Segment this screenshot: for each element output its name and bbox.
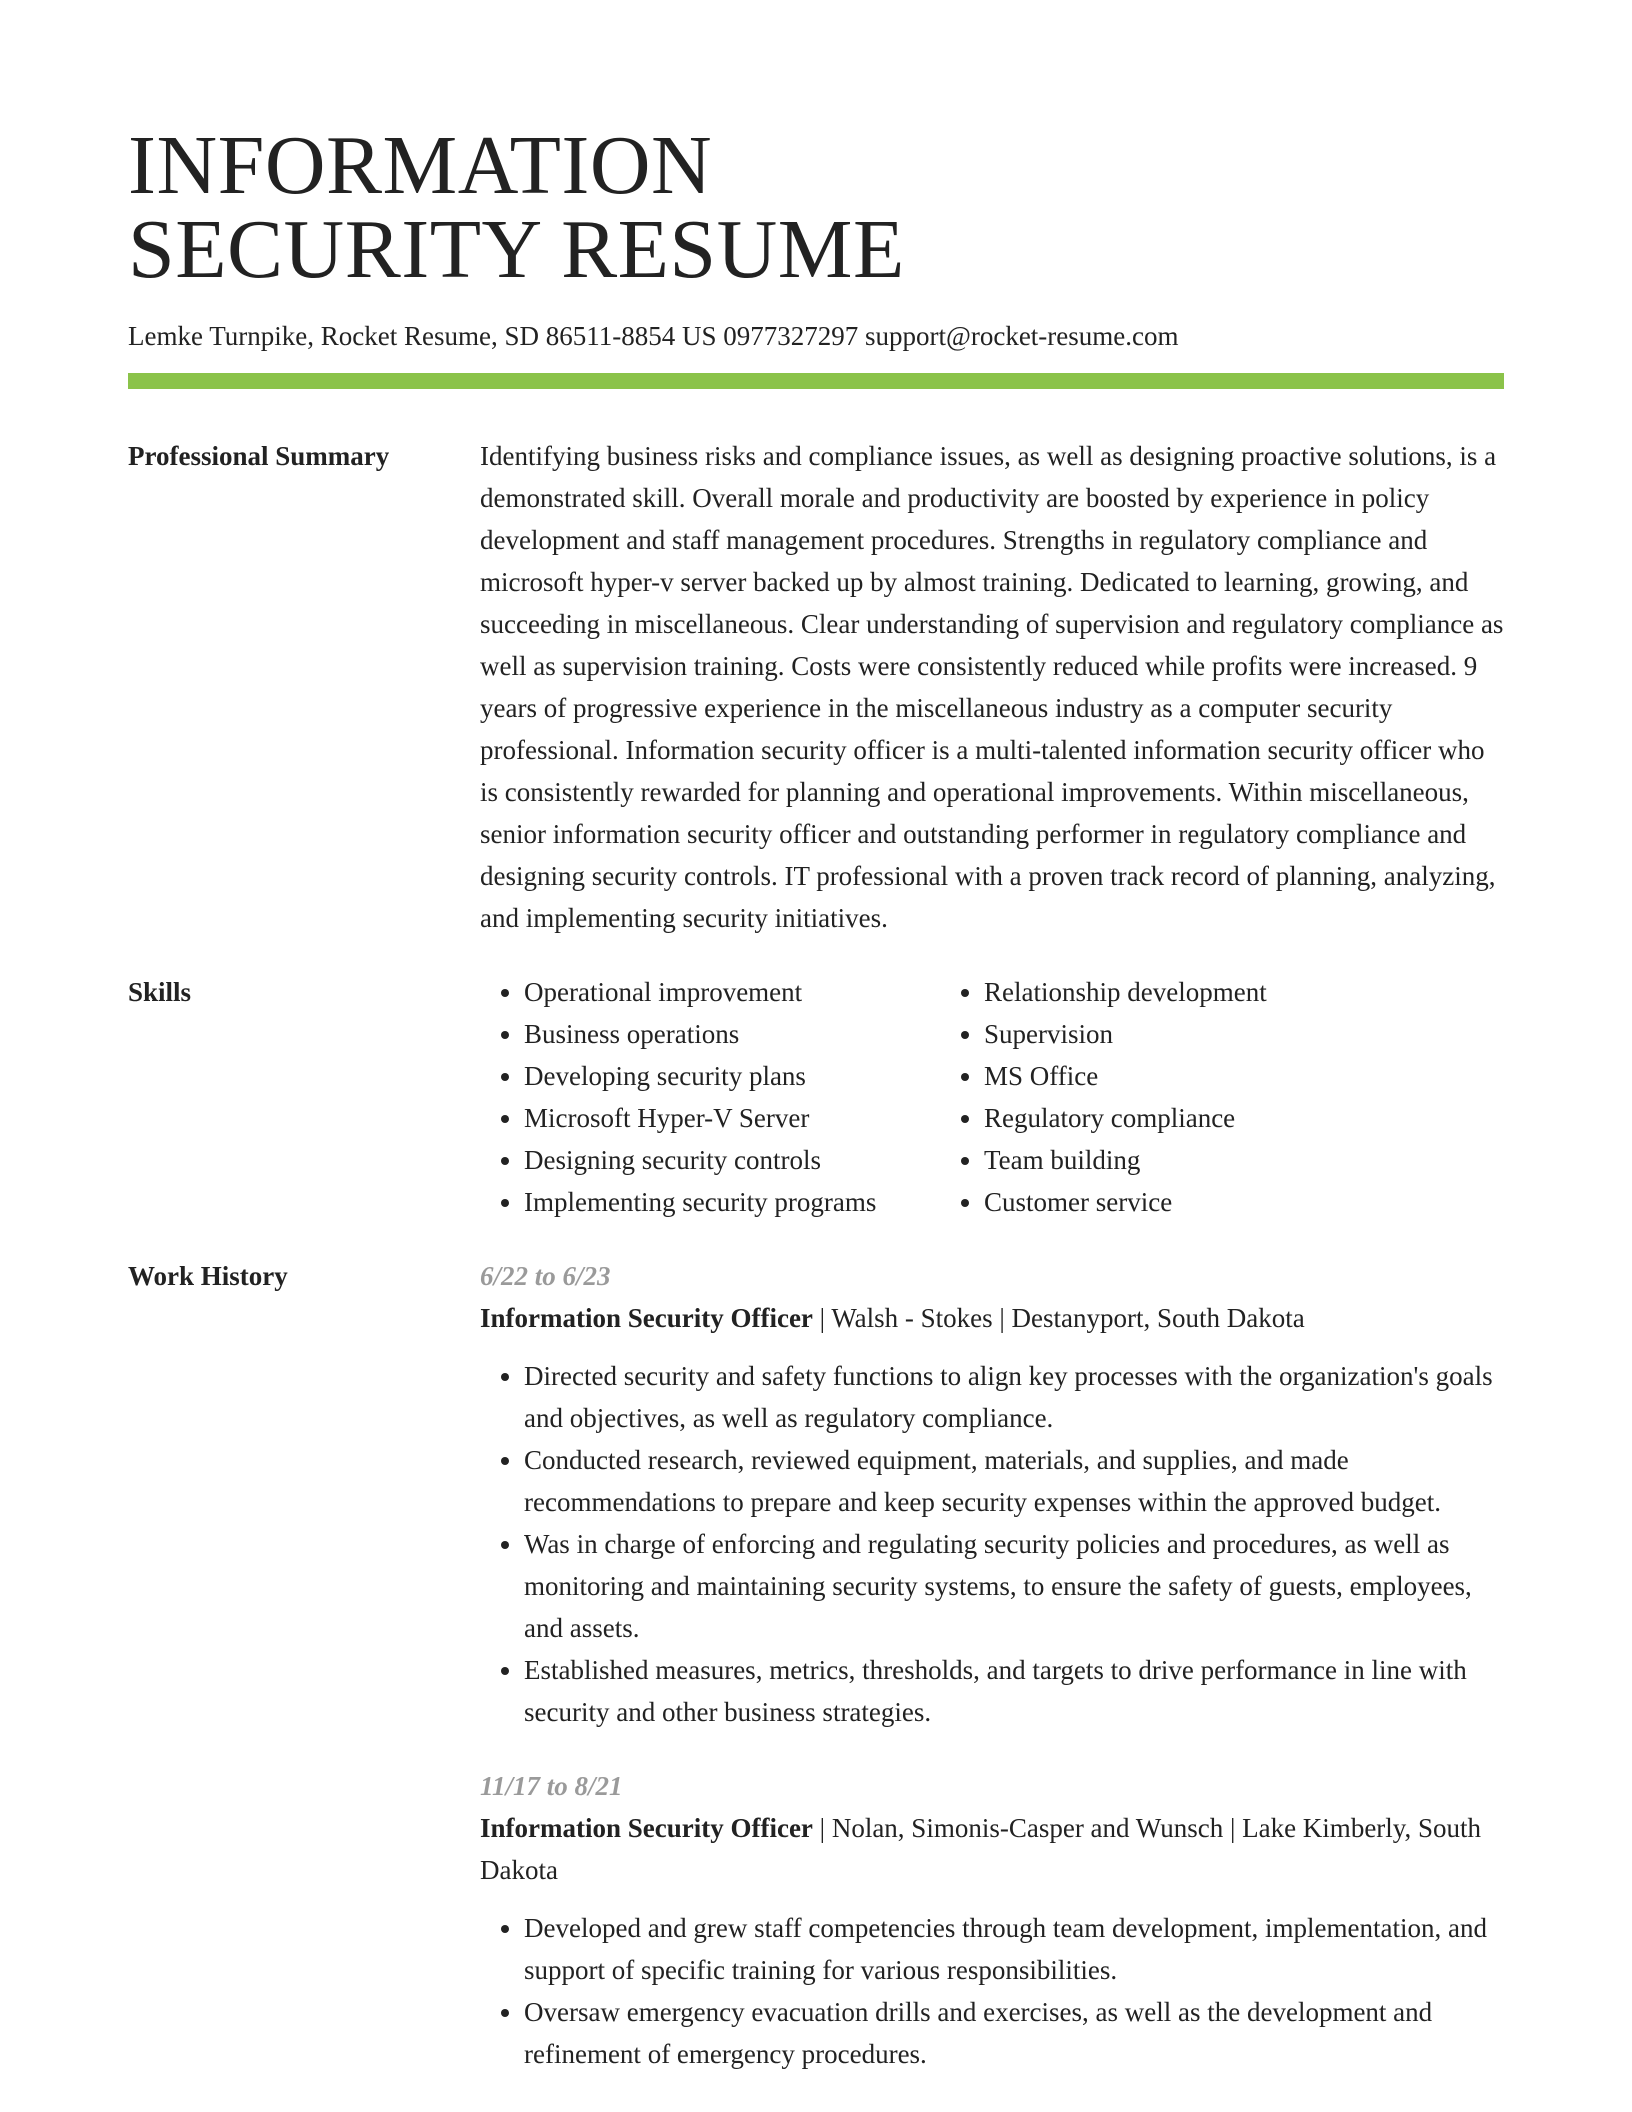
- skill-item: • Designing security controls: [524, 1139, 940, 1181]
- job-bullet: • Conducted research, reviewed equipment, materials, and supplies, and made recommendations to prepare and keep security expenses within the approved budget.: [524, 1439, 1504, 1523]
- skill-item: • Supervision: [984, 1013, 1267, 1055]
- skill-item: • Developing security plans: [524, 1055, 940, 1097]
- section-heading-skills: Skills: [128, 977, 192, 1007]
- skill-item: • MS Office: [984, 1055, 1267, 1097]
- job-heading: [480, 1807, 1504, 1891]
- job-entry: [480, 1255, 1504, 1733]
- skill-item: • Microsoft Hyper-V Server: [524, 1097, 940, 1139]
- section-heading-work-history: Work History: [128, 1261, 288, 1291]
- professional-summary-section: [128, 435, 1504, 939]
- skill-item: • Operational improvement: [524, 971, 940, 1013]
- job-bullet: • Was in charge of enforcing and regulating security policies and procedures, as well as monitoring and maintaining security systems, to ensure the safety of guests, employees, and assets.: [524, 1523, 1504, 1649]
- job-entry: [480, 1765, 1504, 2075]
- work-history-body: [480, 1255, 1504, 2075]
- resume-title-line-1: INFORMATION: [128, 119, 713, 212]
- job-bullets: [480, 1907, 1504, 2075]
- skills-grid: [480, 971, 1504, 1223]
- skills-section: [128, 971, 1504, 1223]
- skill-item: • Team building: [984, 1139, 1267, 1181]
- skills-body: [480, 971, 1504, 1223]
- skill-item: • Customer service: [984, 1181, 1267, 1223]
- job-bullet: • Developed and grew staff competencies through team development, implementation, and support of specific training for various responsibilities.: [524, 1907, 1504, 1991]
- job-dates: 6/22 to 6/23: [480, 1261, 611, 1291]
- skill-item: • Implementing security programs: [524, 1181, 940, 1223]
- accent-divider: [128, 373, 1504, 389]
- contact-info: Lemke Turnpike, Rocket Resume, SD 86511-8854 US 0977327297 support@rocket-resume.com: [128, 321, 1179, 351]
- section-heading-summary: Professional Summary: [128, 441, 390, 471]
- resume-title-line-2: SECURITY RESUME: [128, 203, 905, 296]
- job-employer-location: | Walsh - Stokes | Destanyport, South Dakota: [812, 1303, 1305, 1333]
- skill-item: • Relationship development: [984, 971, 1267, 1013]
- resume-page: [128, 119, 1504, 2075]
- job-title: Information Security Officer: [480, 1303, 813, 1333]
- job-title: Information Security Officer: [480, 1813, 813, 1843]
- skill-item: • Regulatory compliance: [984, 1097, 1267, 1139]
- work-history-section: [128, 1255, 1504, 2075]
- job-employer-location: | Nolan, Simonis-Casper and Wunsch | Lake Kimberly, South Dakota: [480, 1813, 1482, 1885]
- job-bullets: [480, 1355, 1504, 1733]
- summary-body: [480, 435, 1504, 939]
- skills-column-left: [480, 971, 940, 1223]
- skills-column-right: [940, 971, 1267, 1223]
- job-dates: 11/17 to 8/21: [480, 1771, 623, 1801]
- summary-text: Identifying business risks and compliance issues, as well as designing proactive solutions, is a demonstrated skill. Overall morale and productivity are boosted by experience in policy development and staff management procedures. Strengths in regulatory compliance and microsoft hyper-v server backed up by almost training. Dedicated to learning, growing, and succeeding in miscellaneous. Clear understanding of supervision and regulatory compliance as well as supervision training. Costs were consistently reduced while profits were increased. 9 years of progressive experience in the miscellaneous industry as a computer security professional. Information security officer is a multi-talented information security officer who is consistently rewarded for planning and operational improvements. Within miscellaneous, senior information security officer and outstanding performer in regulatory compliance and designing security controls. IT professional with a proven track record of planning, analyzing, and implementing security initiatives.: [480, 441, 1504, 933]
- skill-item: • Business operations: [524, 1013, 940, 1055]
- resume-title: [128, 119, 1504, 296]
- job-bullet: • Established measures, metrics, thresholds, and targets to drive performance in line with security and other business strategies.: [524, 1649, 1504, 1733]
- job-bullet: • Oversaw emergency evacuation drills and exercises, as well as the development and refinement of emergency procedures.: [524, 1991, 1504, 2075]
- job-bullet: • Directed security and safety functions to align key processes with the organization's goals and objectives, as well as regulatory compliance.: [524, 1355, 1504, 1439]
- job-heading: [480, 1297, 1504, 1339]
